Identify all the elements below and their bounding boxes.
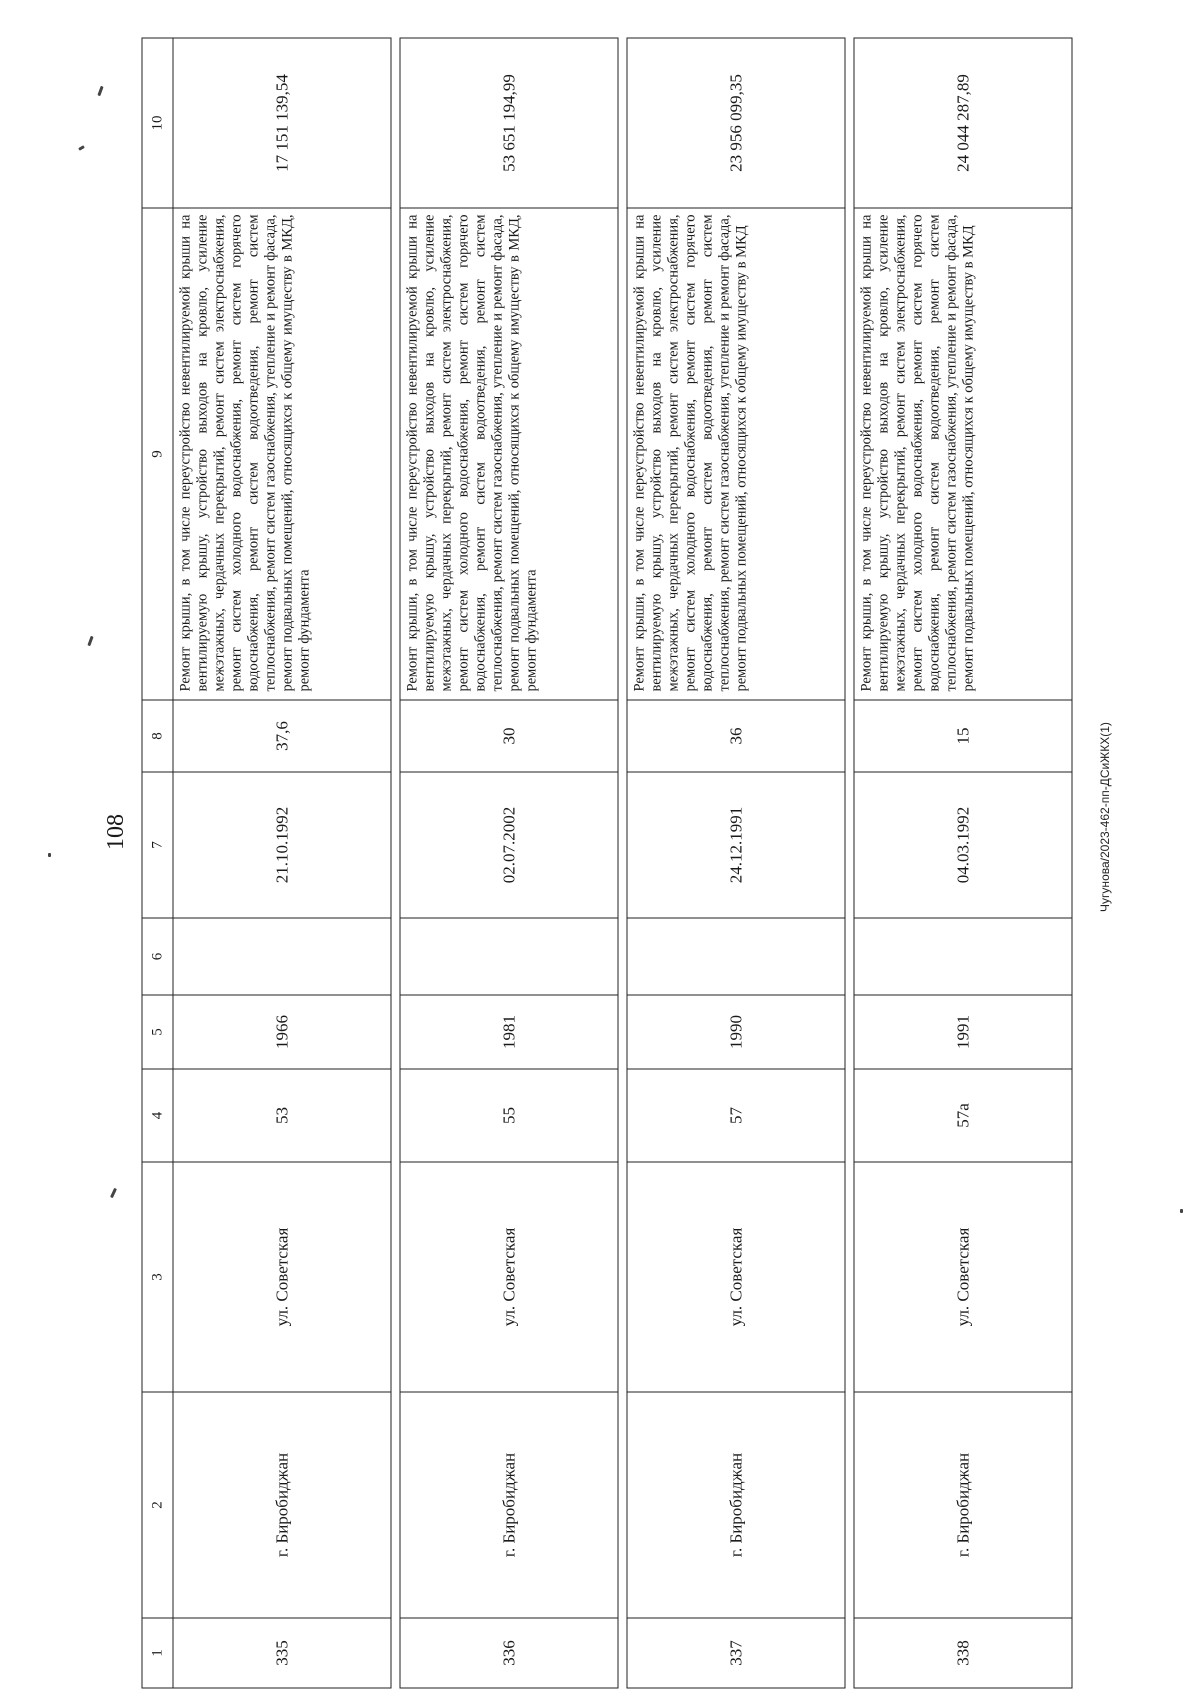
row-separator bbox=[391, 38, 400, 1688]
cost: 53 651 194,99 bbox=[400, 38, 618, 208]
header-col-4: 4 bbox=[142, 1069, 173, 1162]
city: г. Биробиджан bbox=[173, 1392, 391, 1618]
scan-mark bbox=[110, 1188, 117, 1198]
header-col-9: 9 bbox=[142, 208, 173, 700]
date: 21.10.1992 bbox=[173, 772, 391, 918]
col-8-value: 15 bbox=[854, 700, 1072, 772]
house-number: 53 bbox=[173, 1069, 391, 1162]
build-year: 1966 bbox=[173, 995, 391, 1069]
header-col-7: 7 bbox=[142, 772, 173, 918]
date: 04.03.1992 bbox=[854, 772, 1072, 918]
date: 02.07.2002 bbox=[400, 772, 618, 918]
col-8-value: 30 bbox=[400, 700, 618, 772]
repair-program-table-wrapper bbox=[142, 39, 1059, 1689]
row-number: 335 bbox=[173, 1618, 391, 1688]
street: ул. Советская bbox=[627, 1162, 845, 1392]
document-reference: Чугунова/2023-462-пп-ДСиЖКХ(1) bbox=[1098, 722, 1112, 912]
scan-mark bbox=[48, 853, 51, 857]
city: г. Биробиджан bbox=[627, 1392, 845, 1618]
col-6-value bbox=[173, 918, 391, 995]
cost: 23 956 099,35 bbox=[627, 38, 845, 208]
separator-cell bbox=[391, 38, 400, 1688]
works-description: Ремонт крыши, в том числе переустройство невентилируемой крыши на вентилируемую крышу, устройство выходов на кровлю, усиление межэтажных, чердачных перекрытий, ремонт систем электроснабжения, ремонт систем холодного водоснабжения, ремонт систем горячего водоснабжения, ремонт систем водоотведения, ремонт систем теплоснабжения, ремонт систем газоснабжения, утепление и ремонт фасада, ремонт подвальных помещений, относящихся к общему имуществу в МКД, ремонт фундамента bbox=[400, 208, 618, 700]
row-separator bbox=[845, 38, 854, 1688]
date: 24.12.1991 bbox=[627, 772, 845, 918]
works-description: Ремонт крыши, в том числе переустройство невентилируемой крыши на вентилируемую крышу, устройство выходов на кровлю, усиление межэтажных, чердачных перекрытий, ремонт систем электроснабжения, ремонт систем холодного водоснабжения, ремонт систем горячего водоснабжения, ремонт систем водоотведения, ремонт систем теплоснабжения, ремонт систем газоснабжения, утепление и ремонт фасада, ремонт подвальных помещений, относящихся к общему имуществу в МКД bbox=[627, 208, 845, 700]
row-number: 336 bbox=[400, 1618, 618, 1688]
table-row bbox=[627, 38, 845, 1688]
street: ул. Советская bbox=[400, 1162, 618, 1392]
table-row bbox=[854, 38, 1072, 1688]
header-col-1: 1 bbox=[142, 1618, 173, 1688]
street: ул. Советская bbox=[854, 1162, 1072, 1392]
table-row bbox=[400, 38, 618, 1688]
col-8-value: 36 bbox=[627, 700, 845, 772]
repair-program-table bbox=[142, 38, 1073, 1689]
col-6-value bbox=[627, 918, 845, 995]
house-number: 57а bbox=[854, 1069, 1072, 1162]
city: г. Биробиджан bbox=[400, 1392, 618, 1618]
header-col-10: 10 bbox=[142, 38, 173, 208]
build-year: 1981 bbox=[400, 995, 618, 1069]
row-number: 337 bbox=[627, 1618, 845, 1688]
col-6-value bbox=[854, 918, 1072, 995]
header-col-2: 2 bbox=[142, 1392, 173, 1618]
scan-mark bbox=[78, 145, 85, 151]
table-row bbox=[173, 38, 391, 1688]
build-year: 1991 bbox=[854, 995, 1072, 1069]
header-row bbox=[142, 38, 173, 1688]
house-number: 55 bbox=[400, 1069, 618, 1162]
build-year: 1990 bbox=[627, 995, 845, 1069]
col-8-value: 37,6 bbox=[173, 700, 391, 772]
col-6-value bbox=[400, 918, 618, 995]
header-col-5: 5 bbox=[142, 995, 173, 1069]
works-description: Ремонт крыши, в том числе переустройство невентилируемой крыши на вентилируемую крышу, устройство выходов на кровлю, усиление межэтажных, чердачных перекрытий, ремонт систем электроснабжения, ремонт систем холодного водоснабжения, ремонт систем горячего водоснабжения, ремонт систем водоотведения, ремонт систем теплоснабжения, ремонт систем газоснабжения, утепление и ремонт фасада, ремонт подвальных помещений, относящихся к общему имуществу в МКД bbox=[854, 208, 1072, 700]
house-number: 57 bbox=[627, 1069, 845, 1162]
row-number: 338 bbox=[854, 1618, 1072, 1688]
header-col-6: 6 bbox=[142, 918, 173, 995]
header-col-8: 8 bbox=[142, 700, 173, 772]
row-separator bbox=[618, 38, 627, 1688]
scan-mark bbox=[97, 86, 103, 96]
separator-cell bbox=[845, 38, 854, 1688]
scan-mark bbox=[87, 636, 93, 646]
cost: 24 044 287,89 bbox=[854, 38, 1072, 208]
cost: 17 151 139,54 bbox=[173, 38, 391, 208]
header-col-3: 3 bbox=[142, 1162, 173, 1392]
city: г. Биробиджан bbox=[854, 1392, 1072, 1618]
street: ул. Советская bbox=[173, 1162, 391, 1392]
works-description: Ремонт крыши, в том числе переустройство невентилируемой крыши на вентилируемую крышу, устройство выходов на кровлю, усиление межэтажных, чердачных перекрытий, ремонт систем электроснабжения, ремонт систем холодного водоснабжения, ремонт систем горячего водоснабжения, ремонт систем водоотведения, ремонт систем теплоснабжения, ремонт систем газоснабжения, утепление и ремонт фасада, ремонт подвальных помещений, относящихся к общему имуществу в МКД, ремонт фундамента bbox=[173, 208, 391, 700]
separator-cell bbox=[618, 38, 627, 1688]
page-number: 108 bbox=[103, 814, 129, 850]
scan-mark bbox=[1180, 1209, 1183, 1213]
